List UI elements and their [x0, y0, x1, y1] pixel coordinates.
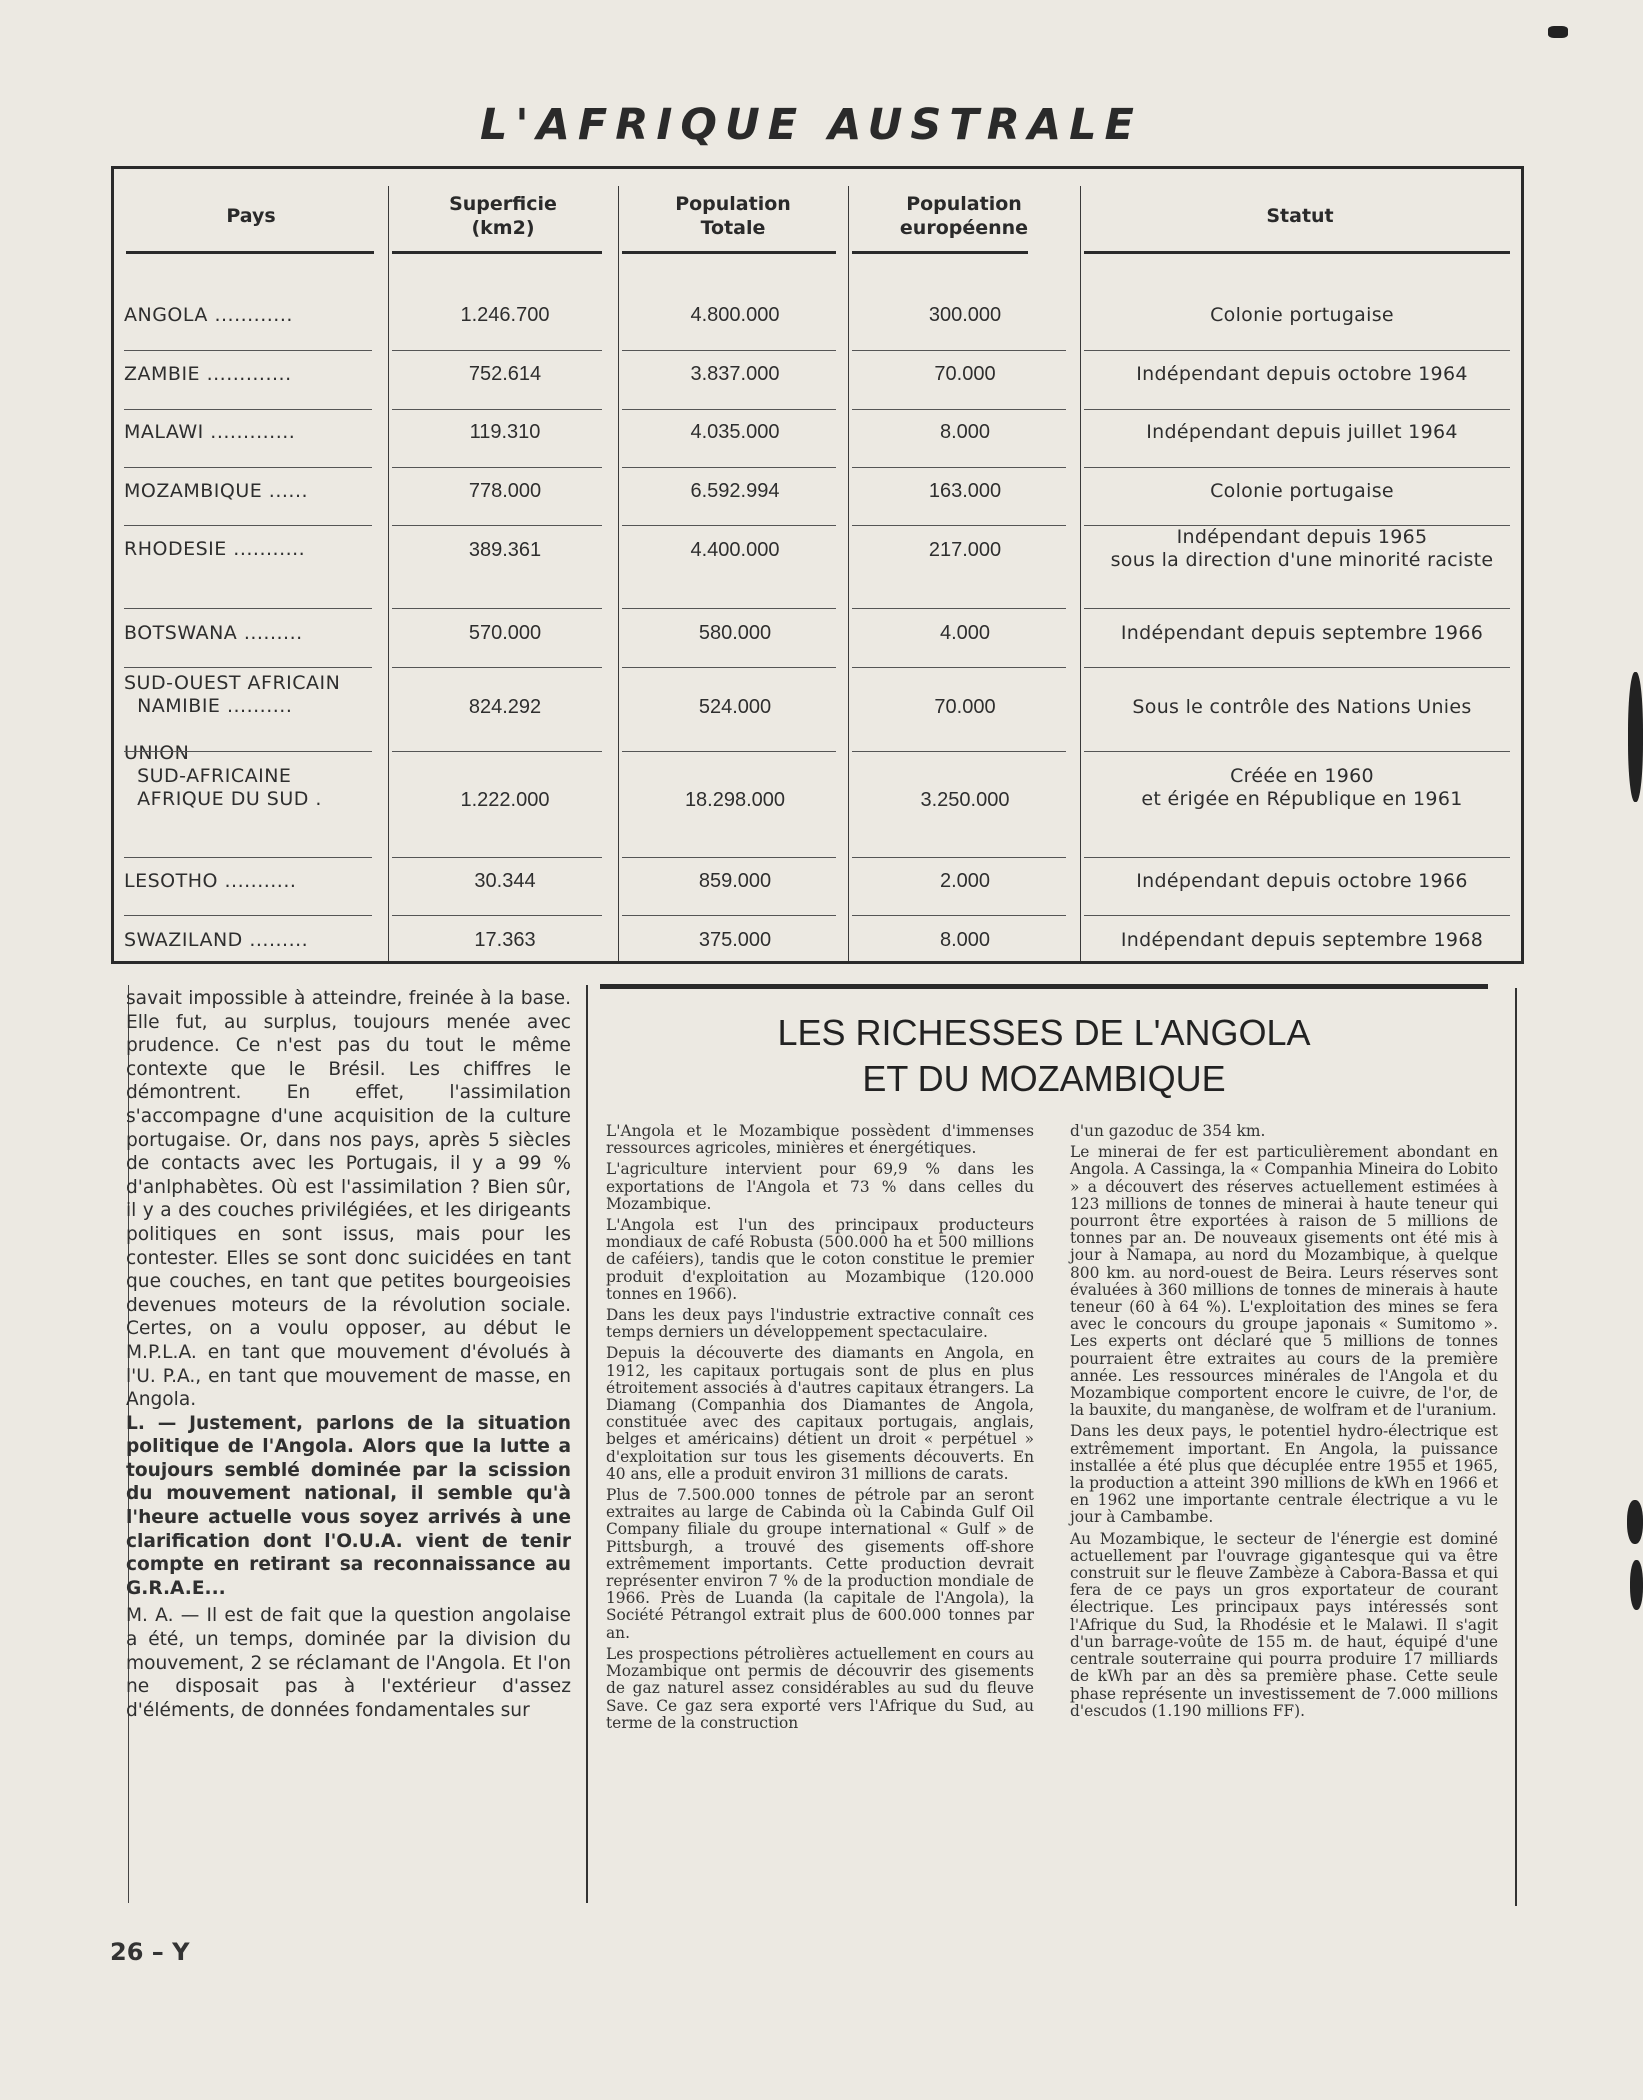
table-row-divider	[124, 467, 372, 468]
table-cell-statut: Colonie portugaise	[1210, 479, 1394, 502]
table-row-divider	[852, 525, 1066, 526]
table-row-divider	[124, 915, 372, 916]
table-cell-superficie: 824.292	[468, 695, 542, 718]
table-cell-pays: BOTSWANA .........	[124, 621, 303, 644]
table-cell-superficie: 778.000	[468, 479, 542, 502]
table-cell-pays: ZAMBIE .............	[124, 362, 292, 385]
table-row-divider	[622, 751, 836, 752]
table-cell-population-totale: 4.400.000	[690, 538, 780, 561]
table-cell-statut: Indépendant depuis octobre 1964	[1136, 362, 1468, 385]
table-row-divider	[124, 525, 372, 526]
table-row-divider	[852, 608, 1066, 609]
table-row-divider	[392, 467, 602, 468]
table-row-divider	[392, 857, 602, 858]
table-cell-population-totale: 18.298.000	[684, 788, 786, 811]
table-cell-population-europeenne: 8.000	[939, 420, 991, 443]
header-pays: Pays	[226, 205, 276, 227]
table-cell-pays: SUD-OUEST AFRICAIN NAMIBIE ..........	[124, 672, 341, 717]
table-cell-population-europeenne: 70.000	[934, 362, 996, 385]
article-paragraph: L'Angola est l'un des principaux producteurs mondiaux de café Robusta (500.000 ha et 500 millions de caféiers), tandis que le coton constitue le premier produit d'exploitation au Mozambique (120.000 tonnes en 1966).	[606, 1216, 1034, 1303]
table-row-divider	[622, 350, 836, 351]
header-underline	[852, 251, 1028, 254]
article-paragraph: L'agriculture intervient pour 69,9 % dans les exportations de l'Angola et 73 % dans celles du Mozambique.	[606, 1160, 1034, 1213]
scan-mark	[1630, 1560, 1643, 1610]
scan-mark	[1627, 1500, 1643, 1544]
article-paragraph: Les prospections pétrolières actuellement en cours au Mozambique ont permis de découvrir des gisements de gaz naturel assez considérables au sud du fleuve Save. Ce gaz sera exporté vers l'Afrique du Sud, au terme de la construction	[606, 1644, 1034, 1732]
interview-question: L. — Justement, parlons de la situation politique de l'Angola. Alors que la lutte a toujours semblé dominée par la scission du mouvement national, il semble qu'à l'heure actuelle vous soyez arrivés à une clarification dont l'O.U.A. vient de tenir compte en retirant sa reconnaissance au G.R.A.E...	[126, 1412, 571, 1599]
table-row-divider	[622, 915, 836, 916]
table-cell-pays: RHODESIE ...........	[124, 538, 306, 560]
table-cell-statut: Indépendant depuis septembre 1966	[1120, 621, 1484, 644]
table-row-divider	[852, 467, 1066, 468]
table-cell-statut: Indépendant depuis juillet 1964	[1146, 420, 1458, 443]
table-row-divider	[392, 525, 602, 526]
table-cell-superficie: 17.363	[474, 928, 536, 951]
article-paragraph: Dans les deux pays l'industrie extractive connaît ces temps derniers un développement spectaculaire.	[606, 1306, 1034, 1342]
article-paragraph: Plus de 7.500.000 tonnes de pétrole par an seront extraites au large de Cabinda où la Cabinda Gulf Oil Company filiale du groupe international « Gulf » de Pittsburgh, a trouvé des gisements off-shore extrêmement importants. Cette production devrait représenter environ 7 % de la production mondiale de 1966. Près de Luanda (la capitale de l'Angola), la Société Pétrangol extrait plus de 600.000 tonnes par an.	[606, 1486, 1034, 1642]
article-paragraph: L'Angola et le Mozambique possèdent d'immenses ressources agricoles, minières et énergétiques.	[606, 1122, 1034, 1158]
header-underline	[1084, 251, 1510, 254]
table-cell-population-totale: 4.035.000	[690, 420, 780, 443]
article-title-line: LES RICHESSES DE L'ANGOLA	[777, 1012, 1311, 1053]
header-superficie: Superficie (km2)	[449, 193, 557, 239]
header-population-europeenne: Population européenne	[899, 193, 1029, 239]
table-cell-superficie: 1.246.700	[460, 303, 550, 326]
table-row-divider	[852, 751, 1066, 752]
column-divider	[848, 186, 849, 961]
table-cell-pays: MOZAMBIQUE ......	[124, 479, 309, 502]
table-cell-statut: Sous le contrôle des Nations Unies	[1132, 695, 1472, 718]
header-underline	[622, 251, 836, 254]
page-number: 26 – Y	[110, 1938, 190, 1966]
header-population-totale: Population Totale	[675, 193, 791, 239]
table-cell-statut: Indépendant depuis 1965 sous la direction d'une minorité raciste	[1110, 526, 1494, 571]
article-paragraph: Depuis la découverte des diamants en Angola, en 1912, les capitaux portugais sont de plus en plus étroitement associés à d'autres capitaux étrangers. La Diamang (Companhia dos Diamantes de Angola, constituée avec des capitaux portugais, anglais, belges et américains) détient un droit « perpétuel » d'exploitation sur tous les gisements découverts. En 40 ans, elle a produit environ 31 millions de carats.	[606, 1344, 1034, 1483]
article-paragraph: Le minerai de fer est particulièrement abondant en Angola. A Cassinga, la « Companhia Mineira do Lobito » a découvert des réserves actuellement estimées à 123 millions de tonnes de minerai à haute teneur qui pourront être exportées à raison de 5 millions de tonnes par an. De nouveaux gisements ont été mis à jour à Namapa, au nord du Mozambique, à quelque 800 km. au nord-ouest de Beira. Leurs réserves sont évaluées à 360 millions de tonnes de minerais à haute teneur (60 à 64 %). L'exploitation des mines se fera avec le concours du groupe japonais « Sumitomo ». Les experts ont déclaré que 5 millions de tonnes pourraient être extraites au cours de la première année. Les ressources minérales de l'Angola et du Mozambique comportent encore le cuivre, de l'or, de la bauxite, du manganèse, de wolfram et de l'uranium.	[1070, 1143, 1498, 1420]
article-title-line: ET DU MOZAMBIQUE	[862, 1058, 1226, 1099]
table-row-divider	[1084, 751, 1510, 752]
table-cell-superficie: 119.310	[469, 420, 541, 443]
table-cell-population-europeenne: 300.000	[928, 303, 1002, 326]
table-row-divider	[392, 915, 602, 916]
table-row-divider	[852, 857, 1066, 858]
table-row-divider	[1084, 608, 1510, 609]
table-cell-pays: ANGOLA ............	[124, 303, 293, 326]
article-paragraph: d'un gazoduc de 354 km.	[1070, 1122, 1266, 1140]
table-cell-pays: MALAWI .............	[124, 420, 296, 443]
table-cell-pays: LESOTHO ...........	[124, 869, 297, 892]
article-top-rule	[600, 984, 1488, 989]
table-cell-population-totale: 580.000	[698, 621, 772, 644]
scan-mark	[1548, 26, 1568, 38]
table-cell-pays: UNION SUD-AFRICAINE AFRIQUE DU SUD .	[124, 742, 322, 810]
table-cell-superficie: 570.000	[468, 621, 542, 644]
scan-mark	[1628, 672, 1643, 802]
table-row-divider	[852, 667, 1066, 668]
table-cell-population-europeenne: 4.000	[939, 621, 991, 644]
table-row-divider	[1084, 857, 1510, 858]
page-title: L'AFRIQUE AUSTRALE	[480, 100, 1142, 150]
article-box-rule	[1515, 988, 1517, 1906]
table-row-divider	[124, 608, 372, 609]
table-cell-superficie: 1.222.000	[460, 788, 550, 811]
table-row-divider	[392, 751, 602, 752]
interview-answer: M. A. — Il est de fait que la question angolaise a été, un temps, dominée par la division du mouvement, 2 se réclamant de l'Angola. Et l'on ne disposait pas à l'extérieur d'assez d'éléments, de données fondamentales sur	[126, 1605, 571, 1721]
table-row-divider	[124, 857, 372, 858]
table-row-divider	[124, 751, 372, 752]
table-cell-population-europeenne: 8.000	[939, 928, 991, 951]
table-cell-population-totale: 524.000	[698, 695, 772, 718]
table-row-divider	[1084, 467, 1510, 468]
table-cell-population-totale: 6.592.994	[690, 479, 780, 502]
table-cell-statut: Colonie portugaise	[1210, 303, 1394, 326]
table-row-divider	[392, 667, 602, 668]
article-column-1	[606, 1123, 1034, 1736]
table-row-divider	[622, 608, 836, 609]
table-cell-population-totale: 3.837.000	[690, 362, 780, 385]
column-divider	[388, 186, 389, 961]
article-title	[600, 1010, 1488, 1102]
table-cell-statut: Créée en 1960 et érigée en République en 1961	[1141, 765, 1463, 810]
interview-paragraph: savait impossible à atteindre, freinée à la base. Elle fut, au surplus, toujours menée avec prudence. Ce n'est pas du tout le même contexte que le Brésil. Les chiffres le démontrent. En effet, l'assimilation s'accompagne d'une acquisition de la culture portugaise. Or, dans nos pays, après 5 siècles de contacts avec les Portugais, il y a 99 % d'anlphabètes. Où est l'assimilation ? Bien sûr, il y a des couches privilégiées, et les dirigeants politiques en sont issus, mais pour les contester. Elles se sont donc suicidées en tant que couches, en tant que petites bourgeoisies devenues moteurs de la révolution sociale. Certes, on a voulu opposer, au début le M.P.L.A. en tant que mouvement d'évolués à l'U. P.A., en tant que mouvement de masse, en Angola.	[126, 988, 571, 1411]
header-statut: Statut	[1266, 205, 1334, 227]
table-cell-pays: SWAZILAND .........	[124, 928, 309, 951]
table-cell-population-europeenne: 70.000	[934, 695, 996, 718]
table-row-divider	[852, 409, 1066, 410]
column-divider	[618, 186, 619, 961]
table-row-divider	[124, 409, 372, 410]
table-cell-statut: Indépendant depuis octobre 1966	[1136, 869, 1468, 892]
table-row-divider	[1084, 667, 1510, 668]
table-row-divider	[622, 667, 836, 668]
article-paragraph: Au Mozambique, le secteur de l'énergie est dominé actuellement par l'ouvrage gigantesque qui va être construit sur le fleuve Zambèze à Cabora-Bassa et qui fera de ce pays un gros exportateur de courant électrique. Les principaux pays intéressés sont l'Afrique du Sud, la Rhodésie et le Malawi. Il s'agit d'un barrage-voûte de 155 m. de haut, équipé d'une centrale souterraine qui pourra produire 17 milliards de kWh par an dès sa première phase. Cette seule phase représente un investissement de 7.000 millions d'escudos (1.190 millions FF).	[1070, 1529, 1498, 1720]
table-cell-superficie: 389.361	[468, 538, 542, 561]
table-row-divider	[392, 409, 602, 410]
table-row-divider	[1084, 915, 1510, 916]
table-cell-population-europeenne: 2.000	[939, 869, 991, 892]
table-cell-population-totale: 859.000	[698, 869, 772, 892]
table-row-divider	[1084, 350, 1510, 351]
table-row-divider	[852, 915, 1066, 916]
table-row-divider	[124, 667, 372, 668]
table-row-divider	[1084, 525, 1510, 526]
article-box-rule	[586, 985, 588, 1903]
header-underline	[126, 251, 374, 254]
table-cell-population-totale: 4.800.000	[690, 303, 780, 326]
table-cell-population-europeenne: 217.000	[928, 538, 1002, 561]
table-row-divider	[124, 350, 372, 351]
table-cell-population-europeenne: 163.000	[928, 479, 1002, 502]
table-cell-population-europeenne: 3.250.000	[920, 788, 1010, 811]
table-row-divider	[622, 857, 836, 858]
table-row-divider	[852, 350, 1066, 351]
header-underline	[392, 251, 602, 254]
table-row-divider	[1084, 409, 1510, 410]
article-column-2	[1070, 1123, 1498, 1724]
table-cell-superficie: 30.344	[474, 869, 536, 892]
table-row-divider	[622, 467, 836, 468]
table-cell-superficie: 752.614	[468, 362, 542, 385]
interview-column	[126, 987, 571, 1722]
article-paragraph: Dans les deux pays, le potentiel hydro-électrique est extrêmement important. En Angola, la puissance installée a été plus que décuplée entre 1955 et 1965, la production a atteint 390 millions de kWh en 1966 et en 1962 une importante centrale électrique a vu le jour à Cambambe.	[1070, 1422, 1498, 1527]
column-divider	[1080, 186, 1081, 961]
table-row-divider	[622, 525, 836, 526]
table-row-divider	[392, 350, 602, 351]
table-cell-statut: Indépendant depuis septembre 1968	[1120, 928, 1484, 951]
table-cell-population-totale: 375.000	[698, 928, 772, 951]
table-row-divider	[622, 409, 836, 410]
table-row-divider	[392, 608, 602, 609]
